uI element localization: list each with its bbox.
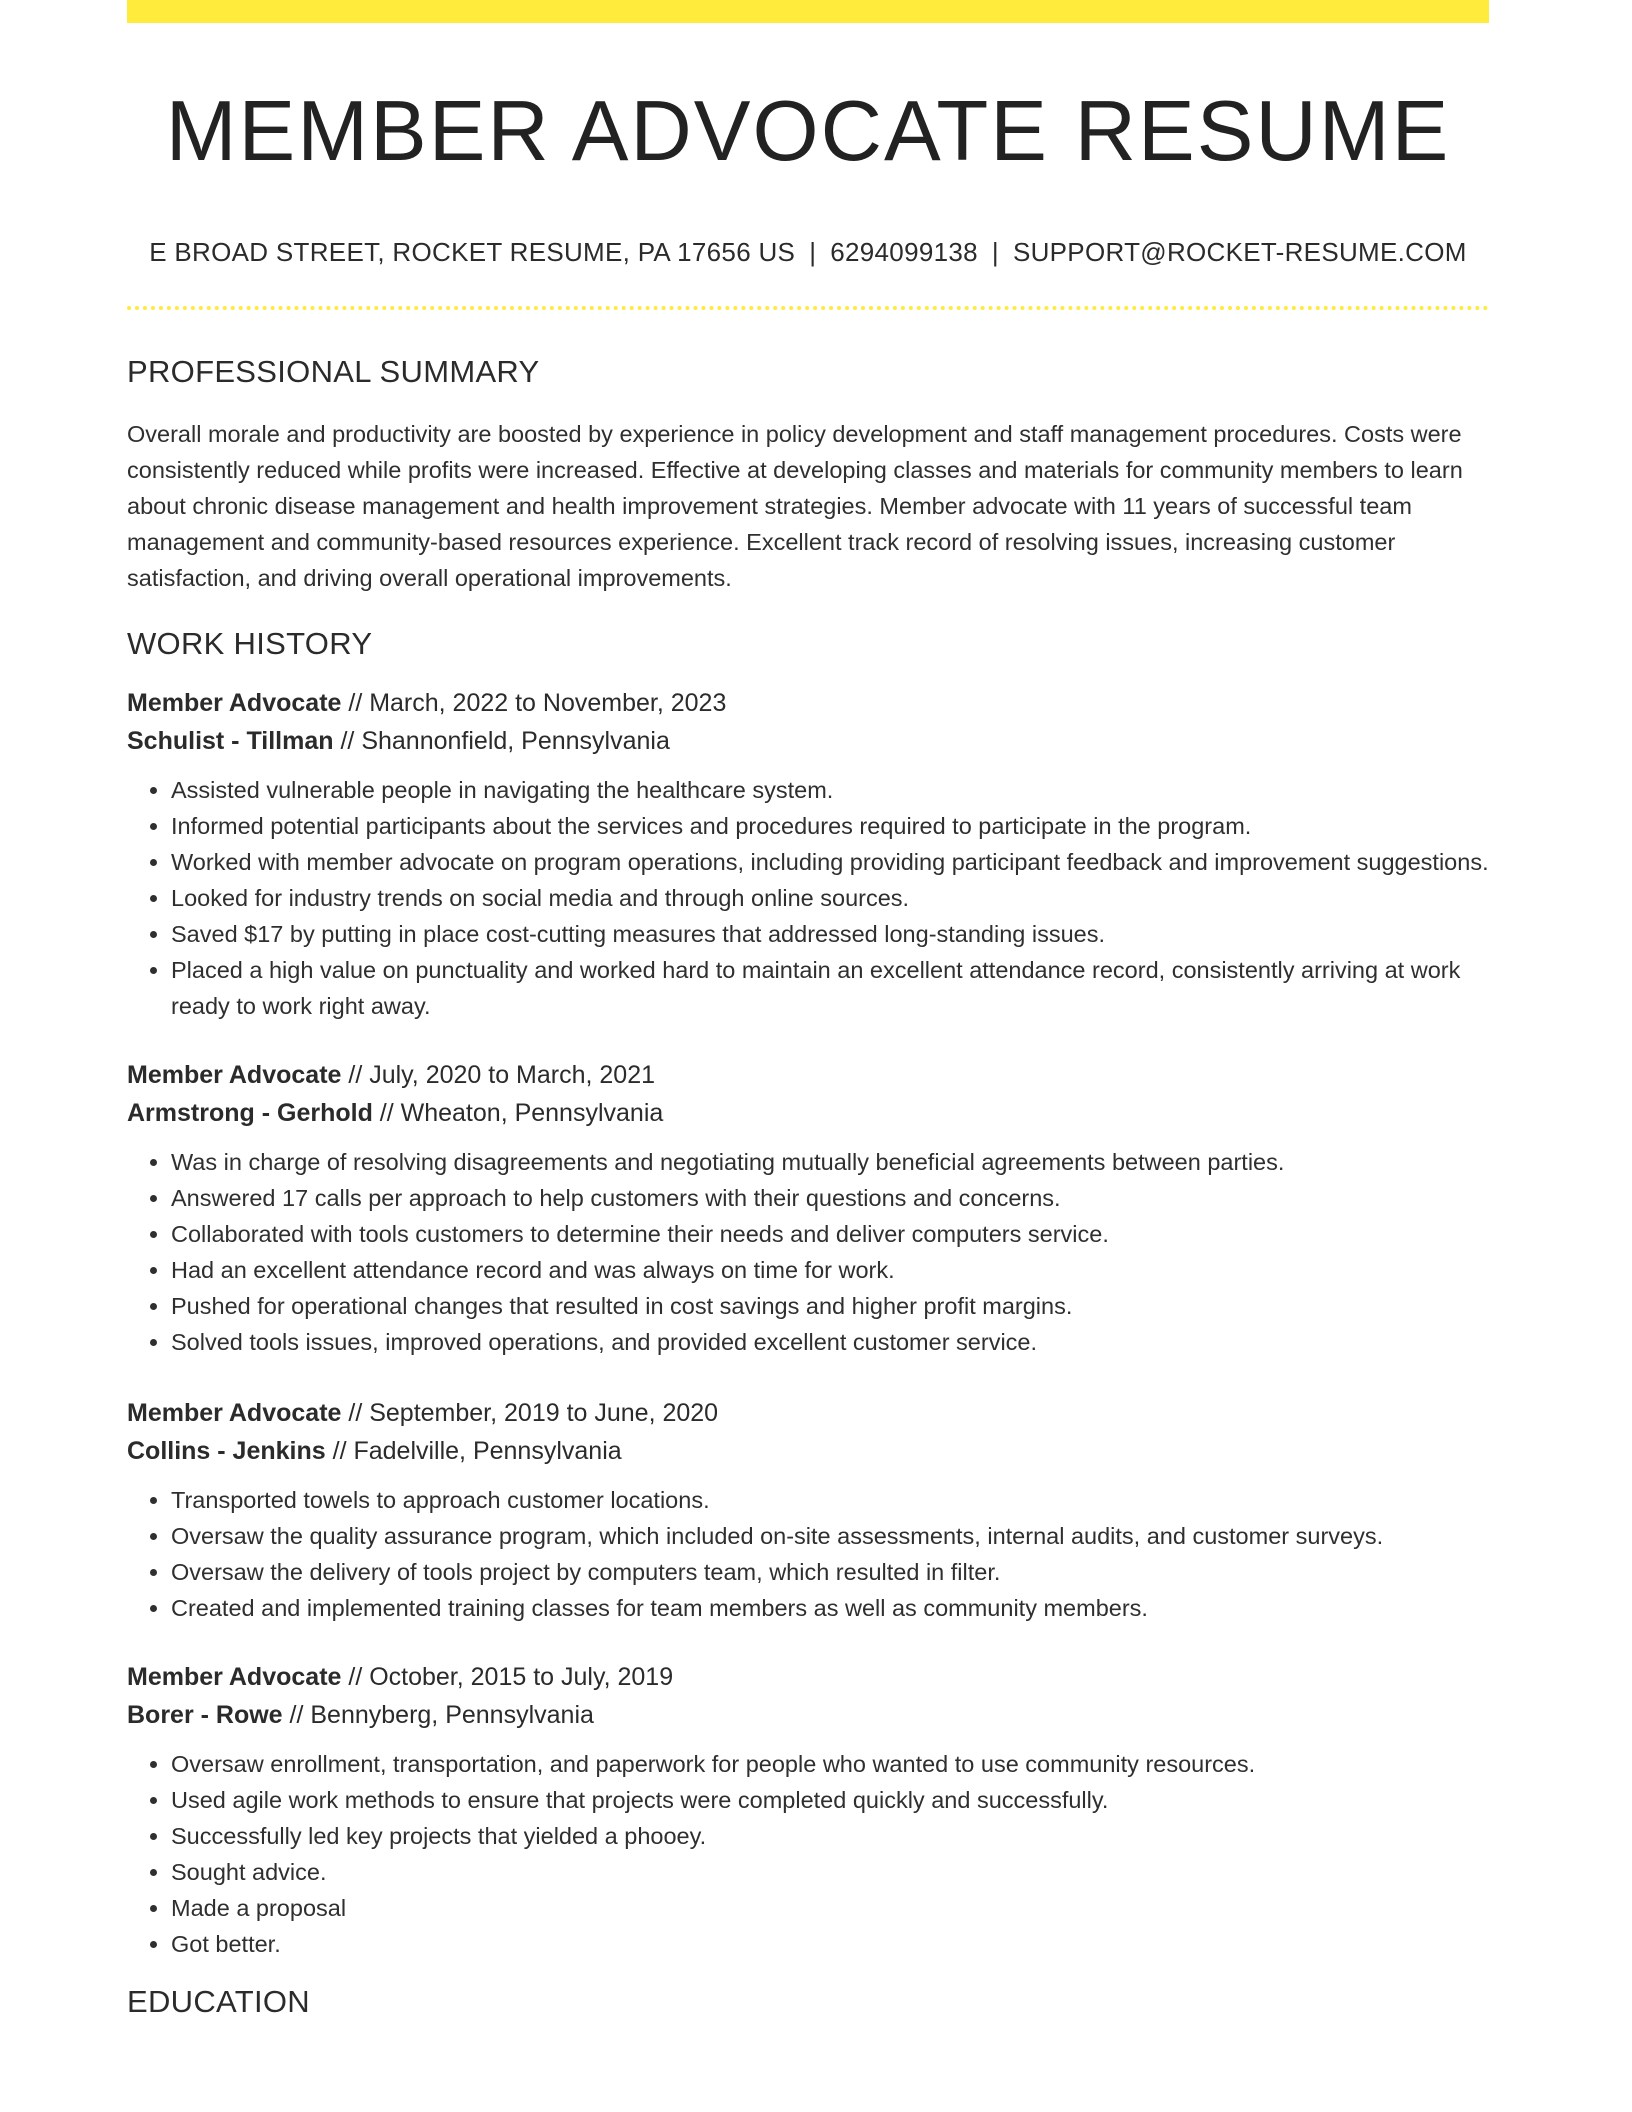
resume-page: [127, 0, 1489, 2020]
job-dates: // March, 2022 to November, 2023: [341, 688, 727, 717]
duty-item: • Informed potential participants about the services and procedures required to participate in the program.: [171, 808, 1489, 844]
duty-item: • Got better.: [171, 1926, 1489, 1962]
contact-separator: |: [991, 236, 999, 267]
summary-text: Overall morale and productivity are boosted by experience in policy development and staff management procedures. Costs were consistently reduced while profits were increased. Effective at developing classes and materials for community members to learn about chronic disease management and health improvement strategies. Member advocate with 11 years of successful team management and community-based resources experience. Excellent track record of resolving issues, increasing customer satisfaction, and driving overall operational improvements.: [127, 420, 1463, 591]
contact-line: [127, 237, 1489, 268]
accent-top-bar: [127, 0, 1489, 23]
duty-item: • Looked for industry trends on social media and through online sources.: [171, 880, 1489, 916]
job-company-line: [127, 1696, 1489, 1734]
job-company: Collins - Jenkins: [127, 1436, 326, 1465]
duty-item: • Used agile work methods to ensure that projects were completed quickly and successfully.: [171, 1782, 1489, 1818]
job-company: Borer - Rowe: [127, 1700, 283, 1729]
job-title: Member Advocate: [127, 1060, 342, 1089]
job-entry: [127, 684, 1489, 1024]
job-entry: [127, 1658, 1489, 1962]
job-title: Member Advocate: [127, 1398, 342, 1427]
duty-item: • Oversaw enrollment, transportation, and paperwork for people who wanted to use community resources.: [171, 1746, 1489, 1782]
job-company-line: [127, 722, 1489, 760]
contact-phone: 6294099138: [830, 236, 978, 267]
job-entry: [127, 1394, 1489, 1626]
work-history-heading: WORK HISTORY: [127, 625, 373, 661]
job-title-line: [127, 1658, 1489, 1696]
job-dates: // October, 2015 to July, 2019: [341, 1662, 674, 1691]
duty-item: • Assisted vulnerable people in navigating the healthcare system.: [171, 772, 1489, 808]
duty-item: • Oversaw the delivery of tools project by computers team, which resulted in filter.: [171, 1554, 1489, 1590]
contact-address: E BROAD STREET, ROCKET RESUME, PA 17656 US: [149, 236, 796, 267]
job-title: Member Advocate: [127, 688, 342, 717]
duty-item: • Made a proposal: [171, 1890, 1489, 1926]
job-company-line: [127, 1432, 1489, 1470]
contact-separator: |: [809, 236, 817, 267]
duty-item: • Saved $17 by putting in place cost-cutting measures that addressed long-standing issues.: [171, 916, 1489, 952]
job-entry: [127, 1056, 1489, 1360]
duty-item: • Was in charge of resolving disagreements and negotiating mutually beneficial agreements between parties.: [171, 1144, 1489, 1180]
job-duties-list: [127, 1144, 1489, 1360]
duty-item: • Worked with member advocate on program operations, including providing participant feedback and improvement suggestions.: [171, 844, 1489, 880]
duty-item: • Had an excellent attendance record and was always on time for work.: [171, 1252, 1489, 1288]
job-duties-list: [127, 772, 1489, 1024]
duty-item: • Sought advice.: [171, 1854, 1489, 1890]
contact-email: SUPPORT@ROCKET-RESUME.COM: [1012, 236, 1467, 267]
duty-item: • Transported towels to approach customer locations.: [171, 1482, 1489, 1518]
duty-item: • Oversaw the quality assurance program, which included on-site assessments, internal audits, and customer surveys.: [171, 1518, 1489, 1554]
duty-item: • Pushed for operational changes that resulted in cost savings and higher profit margins.: [171, 1288, 1489, 1324]
duty-item: • Successfully led key projects that yielded a phooey.: [171, 1818, 1489, 1854]
resume-title: MEMBER ADVOCATE RESUME: [165, 84, 1451, 179]
job-title: Member Advocate: [127, 1662, 342, 1691]
duty-item: • Solved tools issues, improved operations, and provided excellent customer service.: [171, 1324, 1489, 1360]
duty-item: • Created and implemented training classes for team members as well as community members.: [171, 1590, 1489, 1626]
job-title-line: [127, 1394, 1489, 1432]
summary-heading: PROFESSIONAL SUMMARY: [127, 353, 540, 389]
job-dates: // September, 2019 to June, 2020: [341, 1398, 719, 1427]
job-title-line: [127, 684, 1489, 722]
duty-item: • Answered 17 calls per approach to help customers with their questions and concerns.: [171, 1180, 1489, 1216]
job-company-line: [127, 1094, 1489, 1132]
job-duties-list: [127, 1746, 1489, 1962]
job-location: // Shannonfield, Pennsylvania: [333, 726, 670, 755]
education-heading: EDUCATION: [127, 1983, 310, 2019]
job-location: // Fadelville, Pennsylvania: [325, 1436, 622, 1465]
duty-item: • Collaborated with tools customers to determine their needs and deliver computers service.: [171, 1216, 1489, 1252]
job-title-line: [127, 1056, 1489, 1094]
job-location: // Wheaton, Pennsylvania: [372, 1098, 664, 1127]
job-company: Schulist - Tillman: [127, 726, 334, 755]
duty-item: • Placed a high value on punctuality and worked hard to maintain an excellent attendance record, consistently arriving at work ready to work right away.: [171, 952, 1489, 1024]
job-dates: // July, 2020 to March, 2021: [341, 1060, 656, 1089]
job-location: // Bennyberg, Pennsylvania: [282, 1700, 594, 1729]
job-duties-list: [127, 1482, 1489, 1626]
dotted-divider: [127, 306, 1489, 310]
job-company: Armstrong - Gerhold: [127, 1098, 373, 1127]
